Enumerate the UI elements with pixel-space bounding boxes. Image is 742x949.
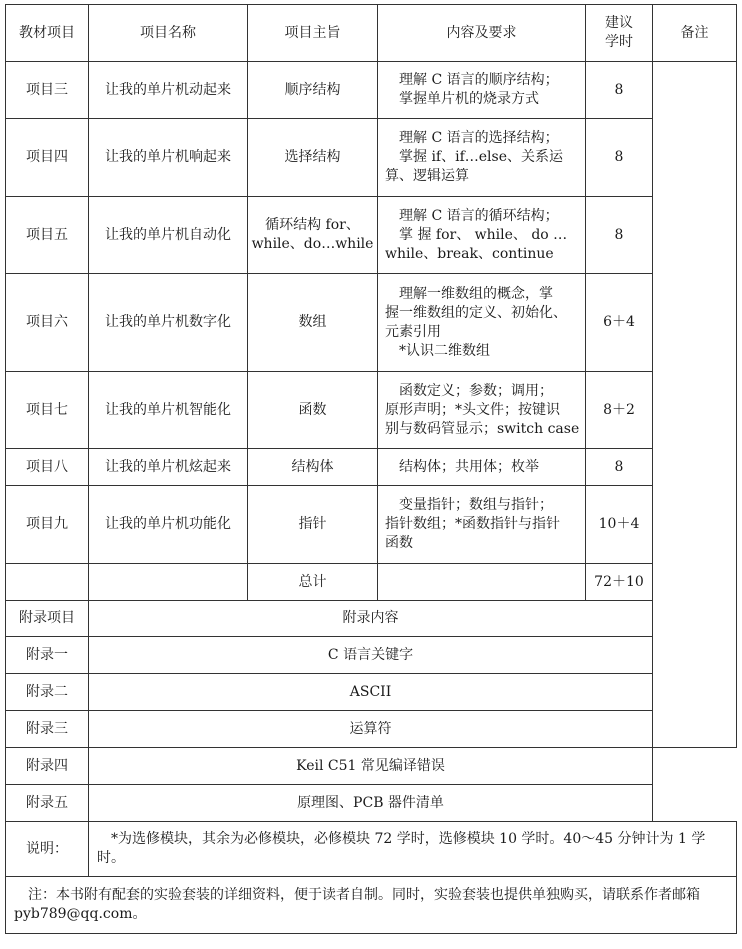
name-cell: 让我的单片机功能化 <box>89 486 248 564</box>
content-cell: 理解 C 语言的循环结构； 掌 握 for、 while、 do … while、break、continue <box>378 197 586 274</box>
explain-label: 说明： <box>6 822 89 877</box>
theme-cell: 函数 <box>248 372 378 449</box>
table-row <box>6 197 737 274</box>
item-cell: 项目九 <box>6 486 89 564</box>
content-cell: 理解一维数组的概念，掌 握一维数组的定义、初始化、 元素引用 *认识二维数组 <box>378 274 586 372</box>
header-item: 教材项目 <box>6 5 89 62</box>
appendix-content: ASCII <box>89 674 653 711</box>
appendix-item: 附录四 <box>6 748 89 785</box>
item-cell: 项目三 <box>6 62 89 119</box>
name-cell: 让我的单片机动起来 <box>89 62 248 119</box>
item-cell: 项目五 <box>6 197 89 274</box>
appendix-item: 附录一 <box>6 637 89 674</box>
appendix-row <box>6 785 737 822</box>
course-plan-table <box>5 4 737 934</box>
item-cell: 项目八 <box>6 449 89 486</box>
explain-text: *为选修模块，其余为必修模块，必修模块 72 学时，选修模块 10 学时。40～45 分钟计为 1 学时。 <box>89 822 737 877</box>
appendix-header-content: 附录内容 <box>89 601 653 637</box>
name-cell: 让我的单片机炫起来 <box>89 449 248 486</box>
theme-cell: 结构体 <box>248 449 378 486</box>
table-row <box>6 274 737 372</box>
footnote-text: 注：本书附有配套的实验套装的详细资料，便于读者自制。同时，实验套装也提供单独购买，请联系作者邮箱 pyb789@qq.com。 <box>6 877 737 934</box>
total-empty-cell <box>378 564 586 601</box>
item-cell: 项目七 <box>6 372 89 449</box>
appendix-item: 附录五 <box>6 785 89 822</box>
total-label: 总计 <box>248 564 378 601</box>
appendix-content: C 语言关键字 <box>89 637 653 674</box>
hours-cell: 10＋4 <box>586 486 653 564</box>
appendix-row <box>6 637 737 674</box>
theme-cell: 选择结构 <box>248 119 378 197</box>
appendix-item: 附录二 <box>6 674 89 711</box>
total-hours: 72＋10 <box>586 564 653 601</box>
total-row <box>6 564 737 601</box>
table-row <box>6 119 737 197</box>
table-row <box>6 62 737 119</box>
header-remarks: 备注 <box>653 5 737 62</box>
hours-cell: 8 <box>586 197 653 274</box>
content-cell: 理解 C 语言的选择结构； 掌握 if、if…else、关系运 算、逻辑运算 <box>378 119 586 197</box>
theme-cell: 数组 <box>248 274 378 372</box>
content-cell: 函数定义；参数；调用； 原形声明；*头文件；按键识 别与数码管显示；switch case <box>378 372 586 449</box>
appendix-header-item: 附录项目 <box>6 601 89 637</box>
appendix-content: 原理图、PCB 器件清单 <box>89 785 653 822</box>
header-row <box>6 5 737 62</box>
content-cell: 理解 C 语言的顺序结构； 掌握单片机的烧录方式 <box>378 62 586 119</box>
hours-cell: 8＋2 <box>586 372 653 449</box>
appendix-content: Keil C51 常见编译错误 <box>89 748 653 785</box>
appendix-row <box>6 711 737 748</box>
table-row <box>6 372 737 449</box>
total-empty-cell <box>89 564 248 601</box>
hours-cell: 8 <box>586 119 653 197</box>
theme-cell: 顺序结构 <box>248 62 378 119</box>
header-content: 内容及要求 <box>378 5 586 62</box>
content-cell: 变量指针；数组与指针； 指针数组；*函数指针与指针 函数 <box>378 486 586 564</box>
remarks-cell <box>653 62 737 748</box>
footnote-row <box>6 877 737 934</box>
theme-cell: 指针 <box>248 486 378 564</box>
name-cell: 让我的单片机数字化 <box>89 274 248 372</box>
header-name: 项目名称 <box>89 5 248 62</box>
name-cell: 让我的单片机响起来 <box>89 119 248 197</box>
hours-cell: 6＋4 <box>586 274 653 372</box>
appendix-item: 附录三 <box>6 711 89 748</box>
total-empty-cell <box>6 564 89 601</box>
theme-cell: 循环结构 for、 while、do…while <box>248 197 378 274</box>
appendix-header-row <box>6 601 737 637</box>
explain-row <box>6 822 737 877</box>
name-cell: 让我的单片机自动化 <box>89 197 248 274</box>
item-cell: 项目六 <box>6 274 89 372</box>
hours-cell: 8 <box>586 62 653 119</box>
header-theme: 项目主旨 <box>248 5 378 62</box>
name-cell: 让我的单片机智能化 <box>89 372 248 449</box>
table-row <box>6 486 737 564</box>
item-cell: 项目四 <box>6 119 89 197</box>
appendix-row <box>6 748 737 785</box>
hours-cell: 8 <box>586 449 653 486</box>
header-hours: 建议 学时 <box>586 5 653 62</box>
table-row <box>6 449 737 486</box>
content-cell: 结构体；共用体；枚举 <box>378 449 586 486</box>
appendix-row <box>6 674 737 711</box>
appendix-content: 运算符 <box>89 711 653 748</box>
